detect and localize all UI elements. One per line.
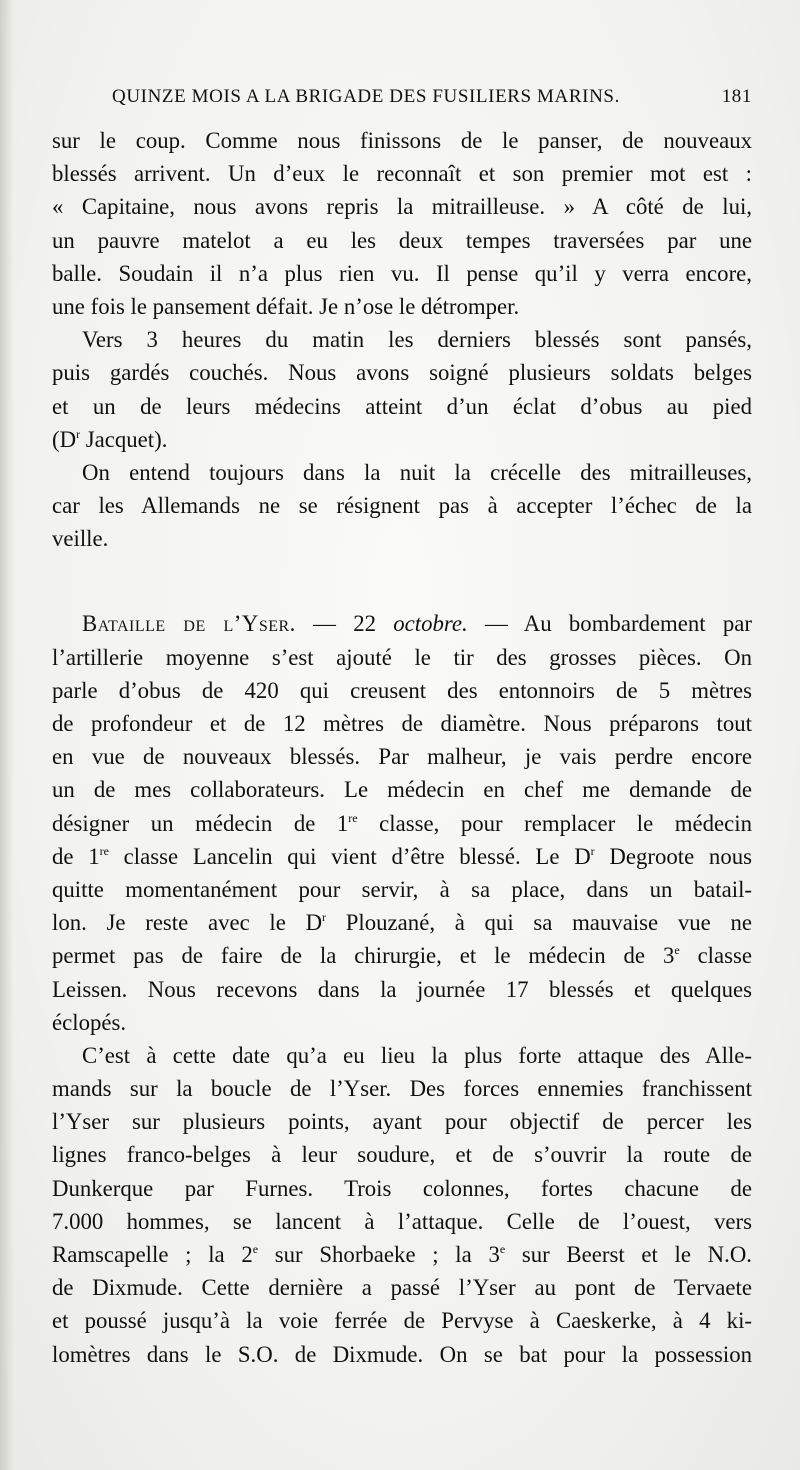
- running-title: QUINZE MOIS A LA BRIGADE DES FUSILIERS MARINS.: [112, 86, 620, 107]
- text-fragment: classe, pour remplacer le médecin: [357, 810, 752, 836]
- superscript: e: [252, 1242, 259, 1256]
- text-line: 7.000 hommes, se lancent à l’attaque. Celle de l’ouest, vers: [52, 1208, 752, 1234]
- text-line: blessés arrivent. Un d’eux le reconnaît et son premier mot est :: [52, 161, 752, 187]
- text-line: l’Yser sur plusieurs points, ayant pour objectif de percer les: [52, 1109, 752, 1135]
- text-fragment: Jacquet).: [80, 426, 168, 452]
- paragraph-3: [52, 456, 752, 556]
- text-fragment: de 1: [52, 843, 100, 869]
- text-fragment: désigner un médecin de 1: [52, 810, 349, 836]
- text-line: [52, 423, 752, 456]
- text-fragment: Ramscapelle ; la 2: [52, 1242, 253, 1267]
- paragraph-2: [52, 323, 752, 456]
- text-fragment: sur Shorbaeke ; la 3: [258, 1242, 500, 1267]
- superscript: r: [322, 910, 327, 925]
- text-line: « Capitaine, nous avons repris la mitrailleuse. » A côté de lui,: [52, 194, 752, 220]
- text-line: sur le coup. Comme nous finissons de le panser, de nouveaux: [52, 128, 752, 153]
- text-fragment: classe: [679, 943, 752, 969]
- text-line: et poussé jusqu’à la voie ferrée de Pervyse à Caeskerke, à 4 ki-: [52, 1308, 752, 1334]
- text-line: balle. Soudain il n’a plus rien vu. Il pense qu’il y verra encore,: [52, 260, 752, 286]
- text-line: [52, 1238, 752, 1271]
- text-line: Leissen. Nous recevons dans la journée 17 blessés et quelques: [52, 976, 752, 1002]
- text-line: et un de leurs médecins atteint d’un éclat d’obus au pied: [52, 393, 752, 419]
- page-edge-shadow: [0, 0, 14, 1470]
- page-number: 181: [721, 86, 752, 107]
- section-gap: [52, 555, 752, 607]
- text-line: C’est à cette date qu’a eu lieu la plus forte attaque des Alle-: [82, 1042, 752, 1068]
- text-line: puis gardés couchés. Nous avons soigné plusieurs soldats belges: [52, 360, 752, 386]
- text-fragment: classe Lancelin qui vient d’être blessé. Le D: [108, 843, 591, 869]
- text-line: un de mes collaborateurs. Le médecin en chef me demande de: [52, 777, 752, 803]
- running-header: [112, 86, 752, 108]
- page-body: [52, 124, 752, 1371]
- text-line: un pauvre matelot a eu les deux tempes traversées par une: [52, 227, 752, 253]
- text-line: de profondeur et de 12 mètres de diamètre. Nous préparons tout: [52, 711, 752, 736]
- text-line: veille.: [52, 526, 109, 552]
- text-line: en vue de nouveaux blessés. Par malheur, je vais perdre encore: [52, 744, 752, 770]
- text-fragment: — 22: [295, 611, 394, 637]
- superscript: e: [674, 943, 680, 958]
- text-fragment: — Au bombardement par: [467, 611, 753, 637]
- text-line: [52, 840, 752, 873]
- text-fragment: Plouzané, à qui sa mauvaise vue ne: [326, 910, 752, 936]
- text-line: Dunkerque par Furnes. Trois colonnes, fortes chacune de: [52, 1175, 752, 1201]
- section-heading: Bataille de l’Yser.: [82, 611, 296, 637]
- text-line: car les Allemands ne se résignent pas à accepter l’échec de la: [52, 493, 752, 519]
- text-fragment: lon. Je reste avec le D: [52, 910, 323, 936]
- superscript: re: [348, 810, 358, 825]
- text-line: [52, 906, 752, 939]
- text-fragment: Degroote nous: [594, 843, 752, 869]
- text-line: [52, 607, 752, 640]
- text-line: lomètres dans le S.O. de Dixmude. On se bat pour la possession: [52, 1341, 752, 1367]
- text-line: lignes franco-belges à leur soudure, et de s’ouvrir la route de: [52, 1142, 752, 1168]
- text-line: de Dixmude. Cette dernière a passé l’Yser au pont de Tervaete: [52, 1275, 752, 1301]
- superscript: r: [76, 426, 81, 441]
- text-line: On entend toujours dans la nuit la crécelle des mitrailleuses,: [82, 459, 752, 485]
- superscript: r: [590, 843, 595, 858]
- text-line: parle d’obus de 420 qui creusent des entonnoirs de 5 mètres: [52, 677, 752, 703]
- paragraph-4: [52, 607, 752, 1038]
- text-fragment: permet pas de faire de la chirurgie, et le médecin de 3: [52, 943, 675, 969]
- text-line: [52, 939, 752, 972]
- text-fragment: sur Beerst et le N.O.: [505, 1242, 752, 1267]
- text-line: quitte momentanément pour servir, à sa place, dans un batail-: [52, 876, 752, 902]
- paragraph-5: [52, 1039, 752, 1371]
- text-line: mands sur la boucle de l’Yser. Des forces ennemies franchissent: [52, 1076, 752, 1102]
- section-date: octobre.: [393, 611, 468, 637]
- text-line: Vers 3 heures du matin les derniers blessés sont pansés,: [82, 327, 752, 353]
- superscript: e: [499, 1242, 506, 1256]
- text-line: une fois le pansement défait. Je n’ose le détromper.: [52, 293, 520, 319]
- paragraph-1: [52, 124, 752, 323]
- text-line: l’artillerie moyenne s’est ajouté le tir des grosses pièces. On: [52, 644, 752, 670]
- text-line: éclopés.: [52, 1009, 127, 1035]
- text-line: [52, 807, 752, 840]
- superscript: re: [99, 843, 109, 858]
- text-fragment: (D: [52, 426, 77, 452]
